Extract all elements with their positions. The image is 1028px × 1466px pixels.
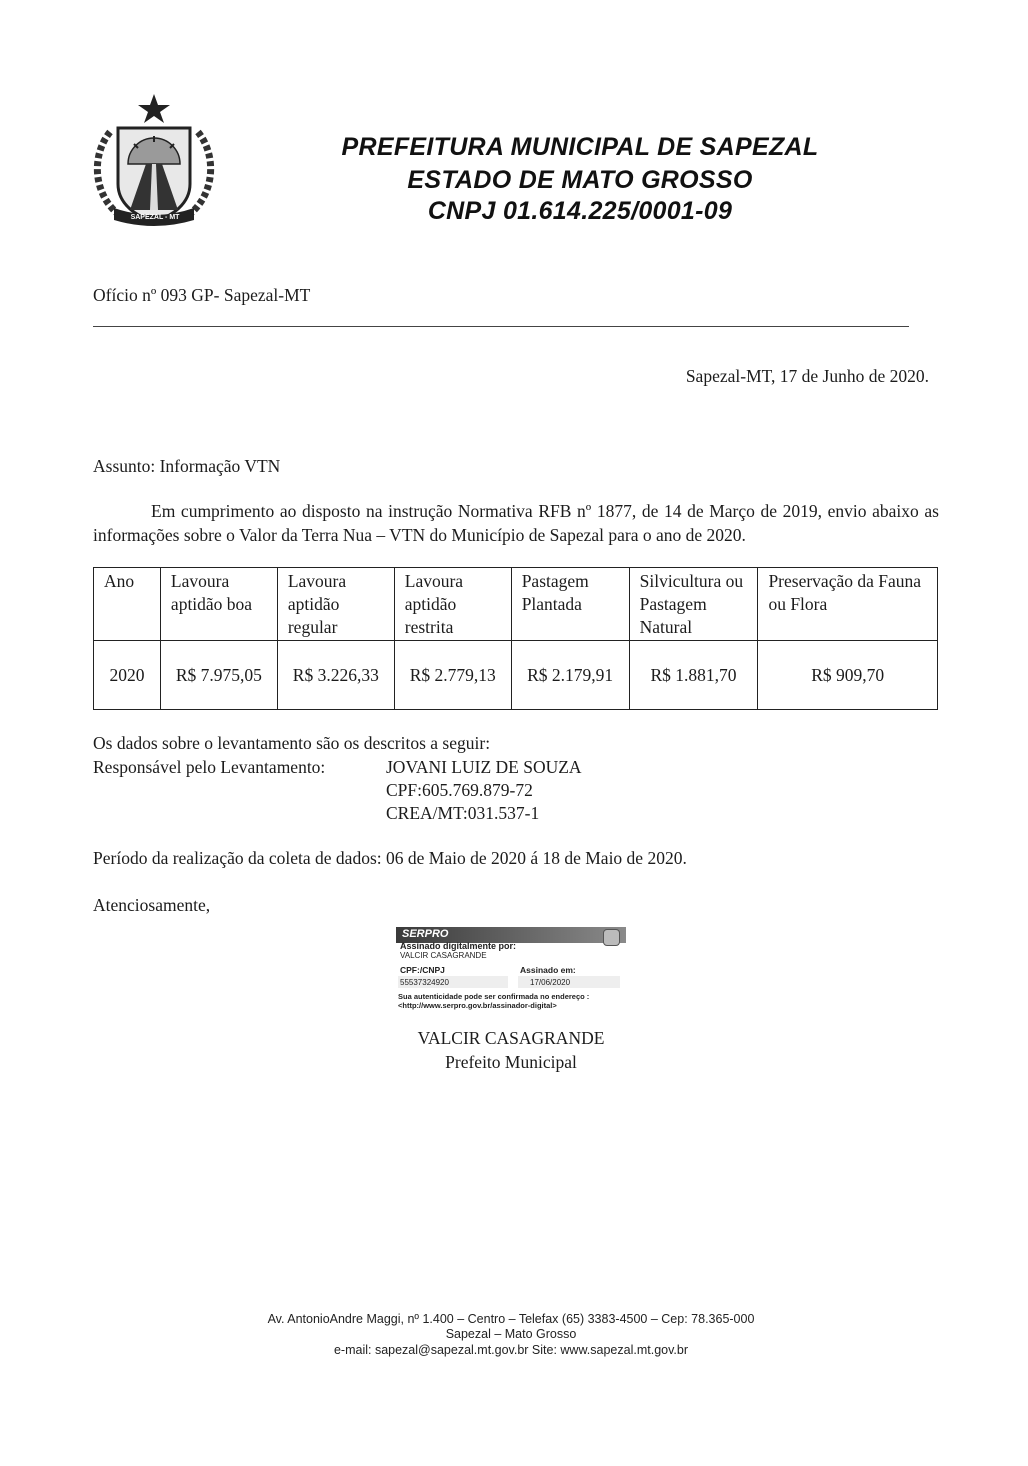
- closing-salutation: Atenciosamente,: [93, 895, 211, 915]
- table-cell-year: 2020: [94, 641, 161, 710]
- header-title: PREFEITURA MUNICIPAL DE SAPEZAL: [341, 133, 819, 161]
- header-cnpj: CNPJ 01.614.225/0001-09: [427, 197, 733, 225]
- vtn-table: [93, 567, 938, 710]
- collection-period: Período da realização da coleta de dados: 06 de Maio de 2020 á 18 de Maio de 2020.: [93, 848, 687, 868]
- table-header-cell: Preservação da Fauna ou Flora: [758, 568, 938, 641]
- crest-ribbon-text: SAPEZAL - MT: [130, 214, 180, 221]
- oficio-number: Ofício nº 093 GP- Sapezal-MT: [93, 285, 311, 305]
- responsible-name: JOVANI LUIZ DE SOUZA: [386, 757, 582, 777]
- serpro-logo: SERPRO: [402, 928, 449, 940]
- stamp-signer: VALCIR CASAGRANDE: [400, 951, 487, 960]
- footer-city: Sapezal – Mato Grosso: [445, 1327, 577, 1341]
- subject-line: Assunto: Informação VTN: [93, 456, 281, 476]
- signer-name: VALCIR CASAGRANDE: [417, 1028, 605, 1048]
- table-header-cell: Lavoura aptidão restrita: [394, 568, 511, 641]
- stamp-verify-note: Sua autenticidade pode ser confirmada no endereço :: [398, 992, 590, 1001]
- table-cell: R$ 3.226,33: [277, 641, 394, 710]
- table-cell: R$ 1.881,70: [629, 641, 758, 710]
- table-header-cell: Ano: [94, 568, 161, 641]
- stamp-cpf-label: CPF:/CNPJ: [400, 965, 445, 975]
- footer-address: Av. AntonioAndre Maggi, nº 1.400 – Centro – Telefax (65) 3383-4500 – Cep: 78.365-000: [267, 1312, 755, 1326]
- stamp-title: Assinado digitalmente por:: [400, 941, 517, 951]
- table-header-cell: Lavoura aptidão regular: [277, 568, 394, 641]
- table-cell: R$ 2.779,13: [394, 641, 511, 710]
- certificate-icon: [603, 929, 620, 946]
- table-cell: R$ 909,70: [758, 641, 938, 710]
- stamp-date-label: Assinado em:: [520, 965, 576, 975]
- stamp-date-value: 17/06/2020: [530, 978, 571, 987]
- survey-intro: Os dados sobre o levantamento são os descritos a seguir:: [93, 733, 491, 753]
- footer-contact: e-mail: sapezal@sapezal.mt.gov.br Site: www.sapezal.mt.gov.br: [333, 1343, 689, 1357]
- body-text: Em cumprimento ao disposto na instrução Normativa RFB nº 1877, de 14 de Março de 2019, envio abaixo as informações sobre o Valor da Terra Nua – VTN do Município de Sapezal para o ano de 2020.: [93, 501, 939, 545]
- stamp-cpf-value: 55537324920: [400, 978, 449, 987]
- stamp-verify-url: <http://www.serpro.gov.br/assinador-digital>: [398, 1001, 557, 1010]
- table-cell: R$ 2.179,91: [511, 641, 629, 710]
- municipal-crest-logo: [88, 92, 220, 232]
- digital-signature-stamp: [396, 927, 626, 1015]
- table-row: [94, 641, 938, 710]
- header-divider: [93, 326, 909, 327]
- document-date: Sapezal-MT, 17 de Junho de 2020.: [685, 366, 929, 386]
- table-cell: R$ 7.975,05: [160, 641, 277, 710]
- body-paragraph: [93, 499, 939, 547]
- table-header-cell: Silvicultura ou Pastagem Natural: [629, 568, 758, 641]
- table-header-cell: Pastagem Plantada: [511, 568, 629, 641]
- table-header-row: [94, 568, 938, 641]
- responsible-label: Responsável pelo Levantamento:: [93, 757, 326, 777]
- responsible-cpf: CPF:605.769.879-72: [386, 780, 533, 800]
- responsible-crea: CREA/MT:031.537-1: [386, 803, 540, 823]
- header-state: ESTADO DE MATO GROSSO: [407, 166, 753, 194]
- table-header-cell: Lavoura aptidão boa: [160, 568, 277, 641]
- signer-role: Prefeito Municipal: [445, 1052, 577, 1072]
